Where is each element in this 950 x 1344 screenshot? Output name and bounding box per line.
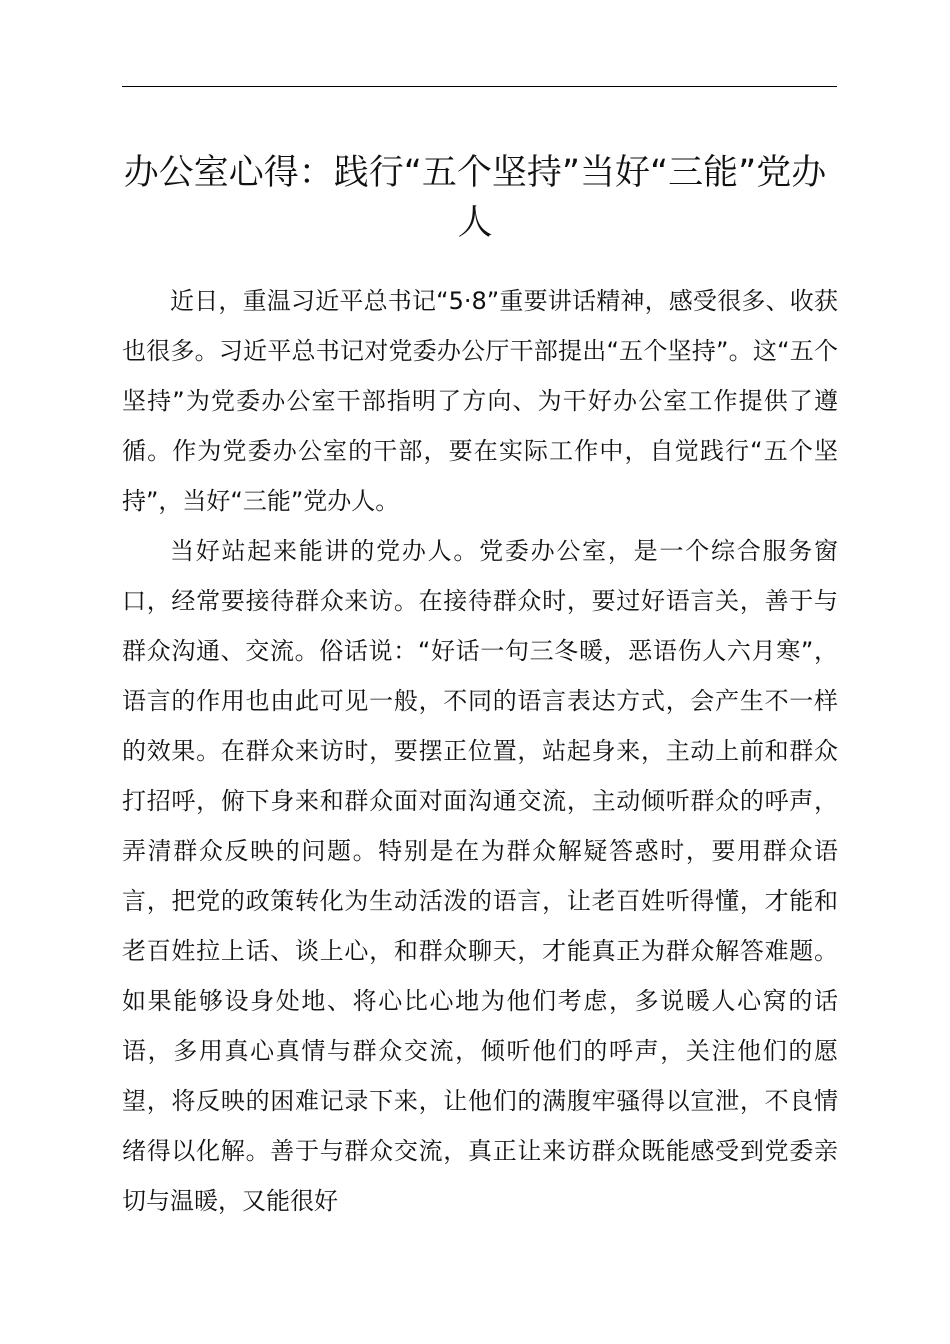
document-body	[122, 276, 838, 1226]
paragraph-intro: 近日，重温习近平总书记“5·8”重要讲话精神，感受很多、收获也很多。习近平总书记对党委办公厅干部提出“五个坚持”。这“五个坚持”为党委办公室干部指明了方向、为干好办公室工作提供了遵循。作为党委办公室的干部，要在实际工作中，自觉践行“五个坚持”，当好“三能”党办人。	[122, 287, 838, 515]
paragraph-speak: 当好站起来能讲的党办人。党委办公室，是一个综合服务窗口，经常要接待群众来访。在接待群众时，要过好语言关，善于与群众沟通、交流。俗话说：“好话一句三冬暖，恶语伤人六月寒”，语言的作用也由此可见一般，不同的语言表达方式，会产生不一样的效果。在群众来访时，要摆正位置，站起身来，主动上前和群众打招呼，俯下身来和群众面对面沟通交流，主动倾听群众的呼声，弄清群众反映的问题。特别是在为群众解疑答惑时，要用群众语言，把党的政策转化为生动活泼的语言，让老百姓听得懂，才能和老百姓拉上话、谈上心，和群众聊天，才能真正为群众解答难题。如果能够设身处地、将心比心地为他们考虑，多说暖人心窝的话语，多用真心真情与群众交流，倾听他们的呼声，关注他们的愿望，将反映的困难记录下来，让他们的满腹牢骚得以宣泄，不良情绪得以化解。善于与群众交流，真正让来访群众既能感受到党委亲切与温暖，又能很好	[122, 537, 838, 1215]
document-title: 办公室心得：践行“五个坚持”当好“三能”党办人	[123, 153, 827, 243]
header-rule	[122, 86, 837, 87]
